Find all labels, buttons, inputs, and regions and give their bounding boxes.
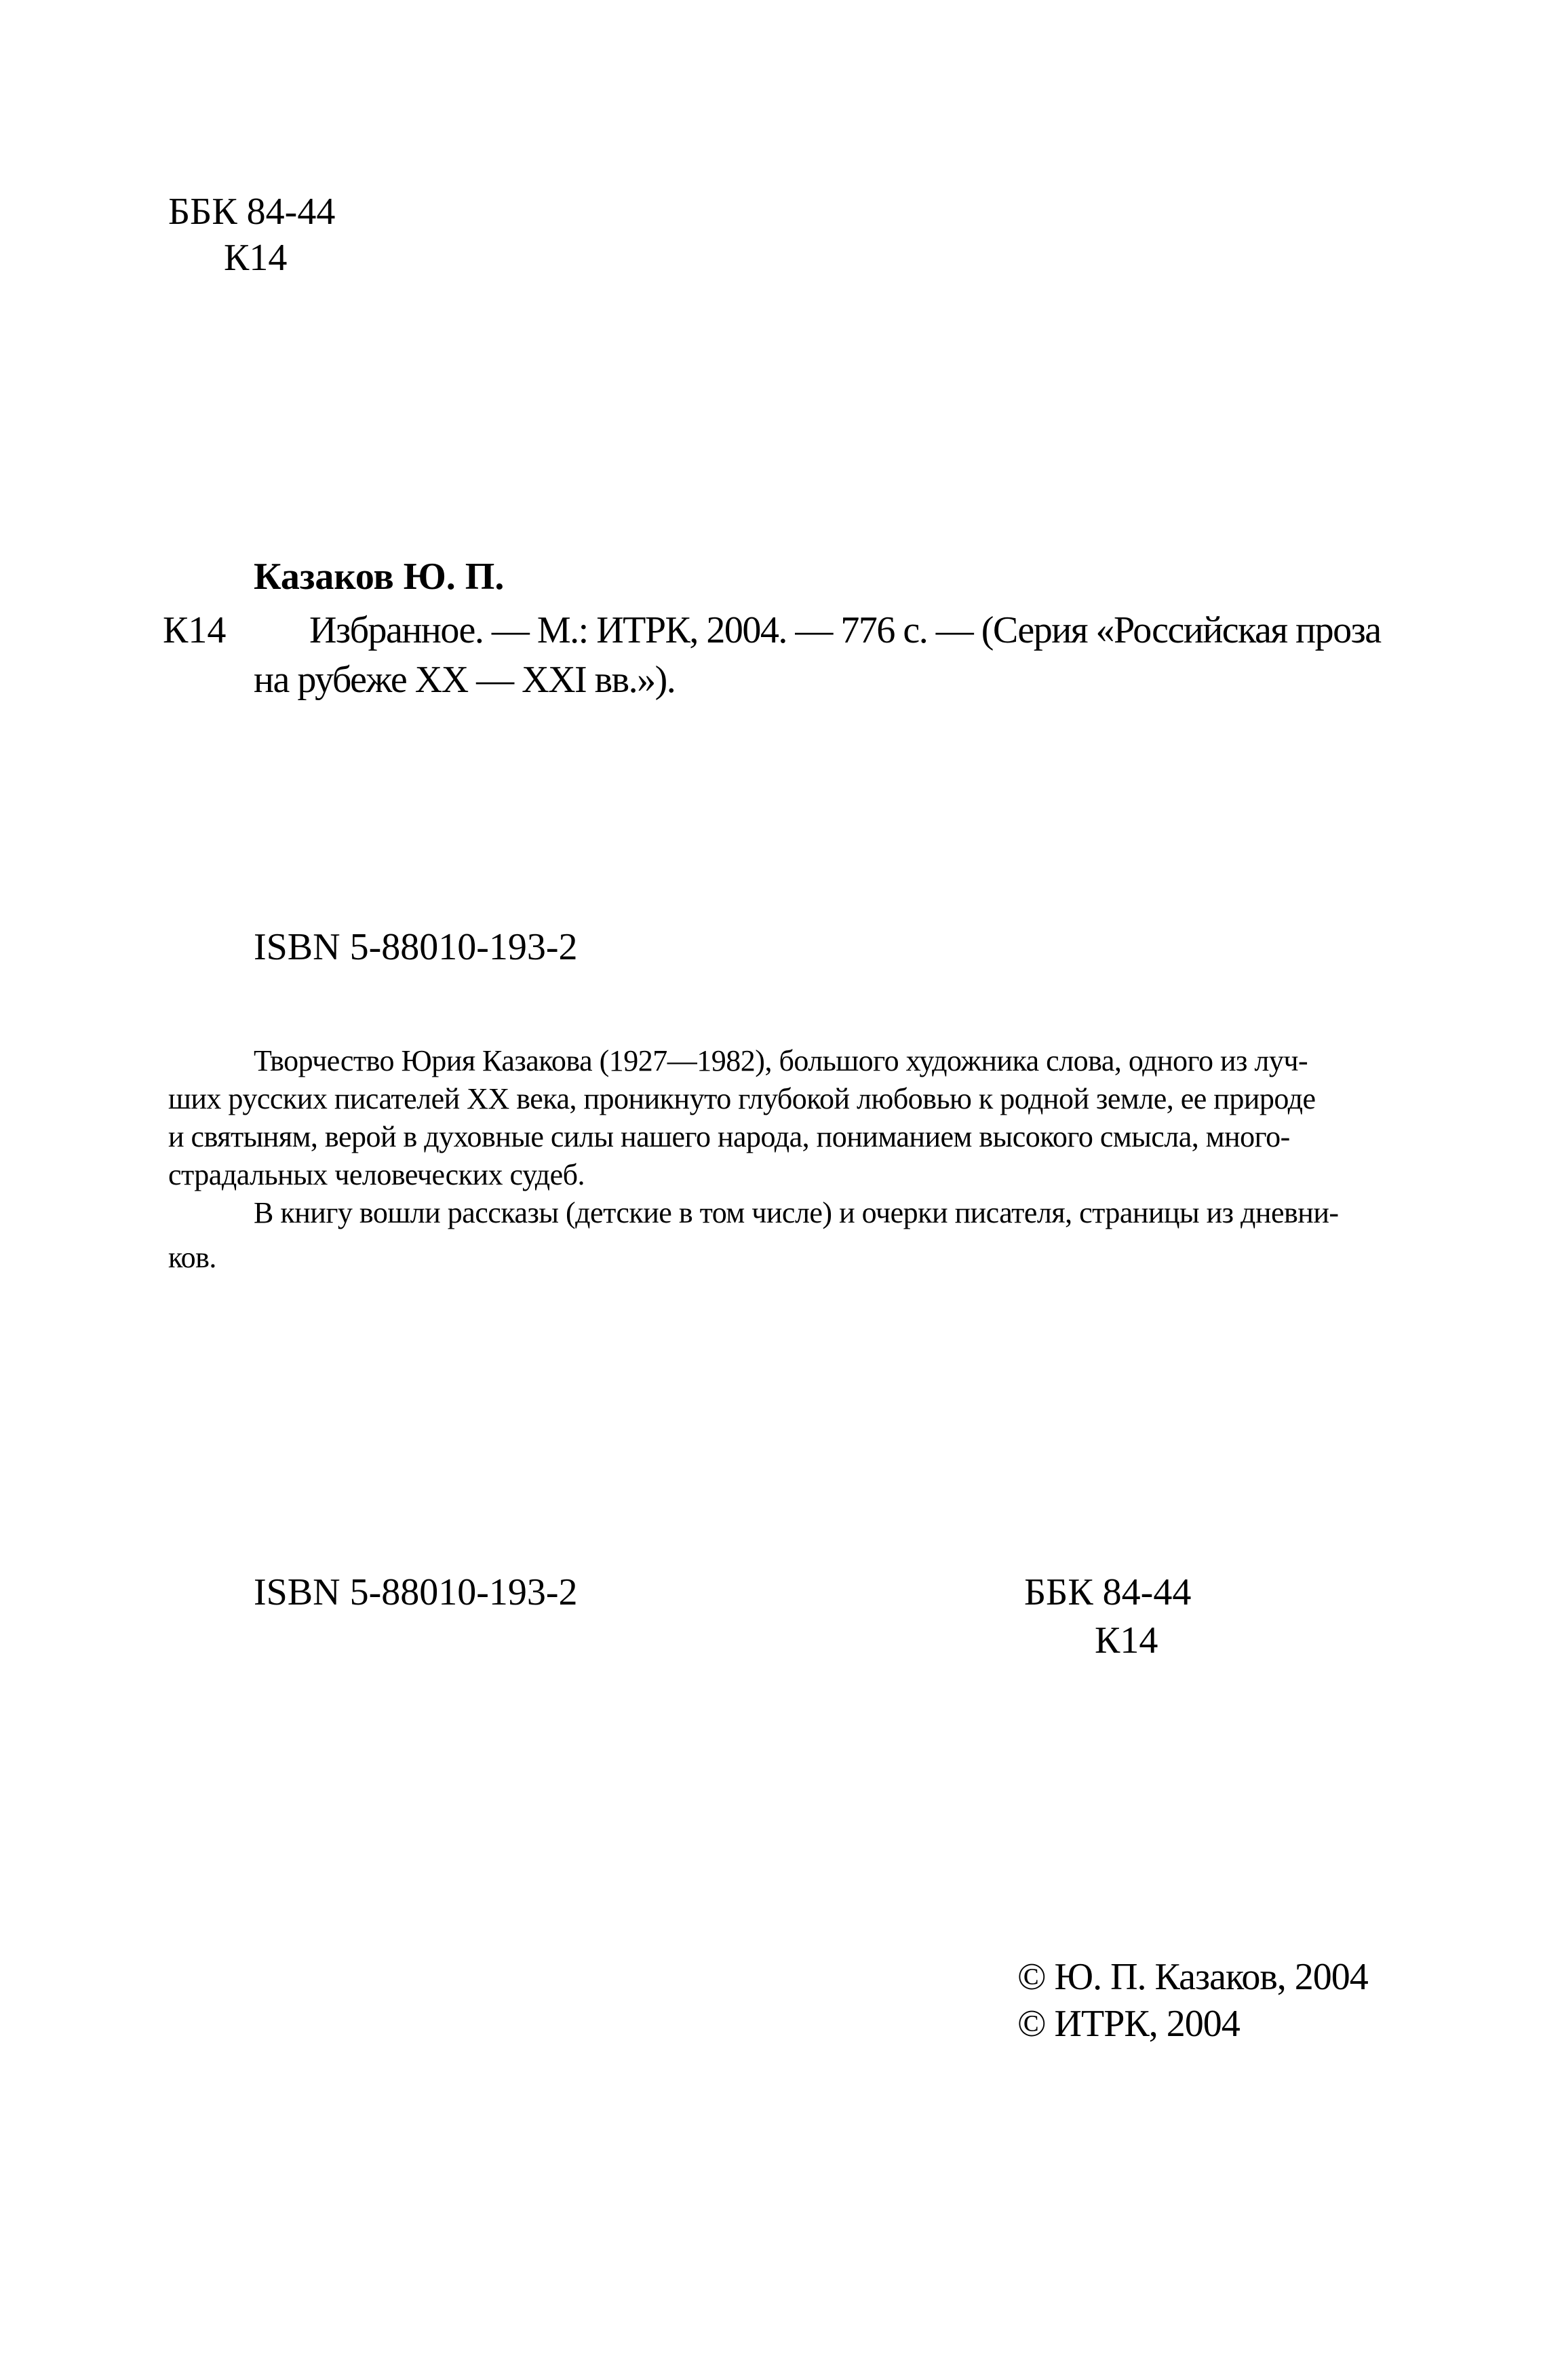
entry-author: Казаков Ю. П.: [254, 556, 505, 598]
annotation-line: В книгу вошли рассказы (детские в том числе) и очерки писателя, страницы из дневни-: [254, 1196, 1339, 1229]
entry-description-line1: Избранное. — М.: ИТРК, 2004. — 776 с. — (Серия «Российская проза: [309, 609, 1381, 651]
isbn-main: ISBN 5-88010-193-2: [254, 926, 578, 968]
annotation-line: ших русских писателей XX века, проникнуто глубокой любовью к родной земле, ее природе: [168, 1082, 1316, 1115]
top-bbk-code: ББК 84-44: [168, 191, 336, 233]
copyright-publisher: © ИТРК, 2004: [1017, 2003, 1240, 2045]
annotation-line: ков.: [168, 1241, 216, 1274]
bottom-isbn: ISBN 5-88010-193-2: [254, 1571, 578, 1613]
entry-mark: К14: [163, 609, 227, 651]
top-author-mark: К14: [224, 237, 288, 279]
bottom-author-mark: К14: [1095, 1619, 1158, 1662]
annotation-line: Творчество Юрия Казакова (1927—1982), большого художника слова, одного из луч-: [254, 1044, 1308, 1077]
annotation-line: страдальных человеческих судеб.: [168, 1158, 585, 1191]
annotation: [168, 1042, 1409, 1277]
annotation-line: и святыням, верой в духовные силы нашего народа, пониманием высокого смысла, много-: [168, 1120, 1290, 1153]
entry-description-line2: на рубеже XX — XXI вв.»).: [254, 659, 676, 701]
bottom-bbk-code: ББК 84-44: [1024, 1571, 1192, 1613]
copyright-author: © Ю. П. Казаков, 2004: [1017, 1956, 1368, 1998]
